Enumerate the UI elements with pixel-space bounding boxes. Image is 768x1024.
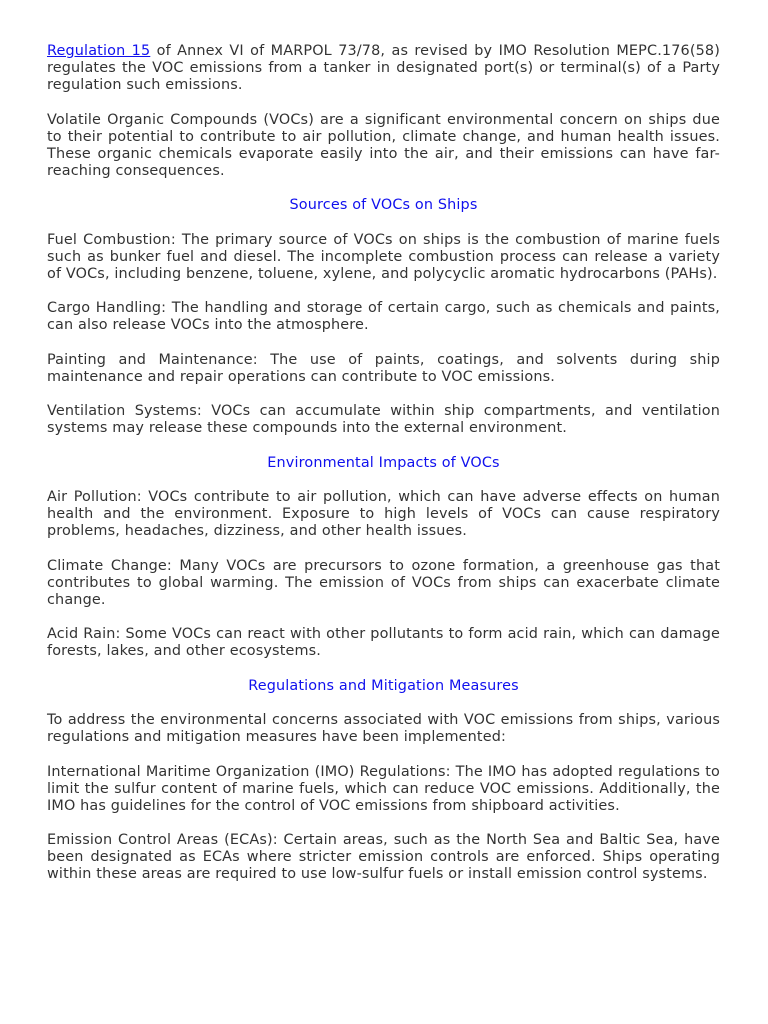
- paragraph-emission-control-areas: Emission Control Areas (ECAs): Certain areas, such as the North Sea and Baltic Sea, have been designated as ECAs where stricter emission controls are enforced. Ships operating within these areas are required to use low-sulfur fuels or install emission control systems.: [47, 832, 720, 882]
- section-heading-sources: Sources of VOCs on Ships: [289, 197, 478, 213]
- intro-paragraph: [47, 43, 720, 94]
- paragraph-ventilation-systems: Ventilation Systems: VOCs can accumulate within ship compartments, and ventilation systems may release these compounds into the external environment.: [47, 403, 720, 436]
- regulation-15-link[interactable]: Regulation 15: [47, 43, 151, 59]
- section-heading-regulations: Regulations and Mitigation Measures: [248, 677, 519, 694]
- document-body: [47, 43, 720, 901]
- paragraph-acid-rain: Acid Rain: Some VOCs can react with other pollutants to form acid rain, which can damage forests, lakes, and other ecosystems.: [47, 626, 720, 659]
- paragraph-painting-maintenance: Painting and Maintenance: The use of paints, coatings, and solvents during ship maintenance and repair operations can contribute to VOC emissions.: [47, 351, 720, 385]
- paragraph-cargo-handling: Cargo Handling: The handling and storage of certain cargo, such as chemicals and paints, can also release VOCs into the atmosphere.: [47, 300, 720, 333]
- overview-paragraph: Volatile Organic Compounds (VOCs) are a significant environmental concern on ships due to their potential to contribute to air pollution, climate change, and human health issues. These organic chemicals evaporate easily into the air, and their emissions can have far-reaching consequences.: [47, 111, 720, 179]
- paragraph-air-pollution: Air Pollution: VOCs contribute to air pollution, which can have adverse effects on human health and the environment. Exposure to high levels of VOCs can cause respiratory problems, headaches, dizziness, and other health issues.: [47, 489, 720, 539]
- paragraph-fuel-combustion: Fuel Combustion: The primary source of VOCs on ships is the combustion of marine fuels such as bunker fuel and diesel. The incomplete combustion process can release a variety of VOCs, including benzene, toluene, xylene, and polycyclic aromatic hydrocarbons (PAHs).: [47, 231, 720, 282]
- paragraph-regulations-intro: To address the environmental concerns associated with VOC emissions from ships, various regulations and mitigation measures have been implemented:: [47, 712, 720, 745]
- intro-text: of Annex VI of MARPOL 73/78, as revised by IMO Resolution MEPC.176(58) regulates the VOC emissions from a tanker in designated port(s) or terminal(s) of a Party regulation such emissions.: [47, 43, 720, 93]
- section-heading-impacts: Environmental Impacts of VOCs: [267, 454, 500, 471]
- paragraph-climate-change: Climate Change: Many VOCs are precursors to ozone formation, a greenhouse gas that contributes to global warming. The emission of VOCs from ships can exacerbate climate change.: [47, 557, 720, 608]
- paragraph-imo-regulations: International Maritime Organization (IMO) Regulations: The IMO has adopted regulations to limit the sulfur content of marine fuels, which can reduce VOC emissions. Additionally, the IMO has guidelines for the control of VOC emissions from shipboard activities.: [47, 763, 720, 814]
